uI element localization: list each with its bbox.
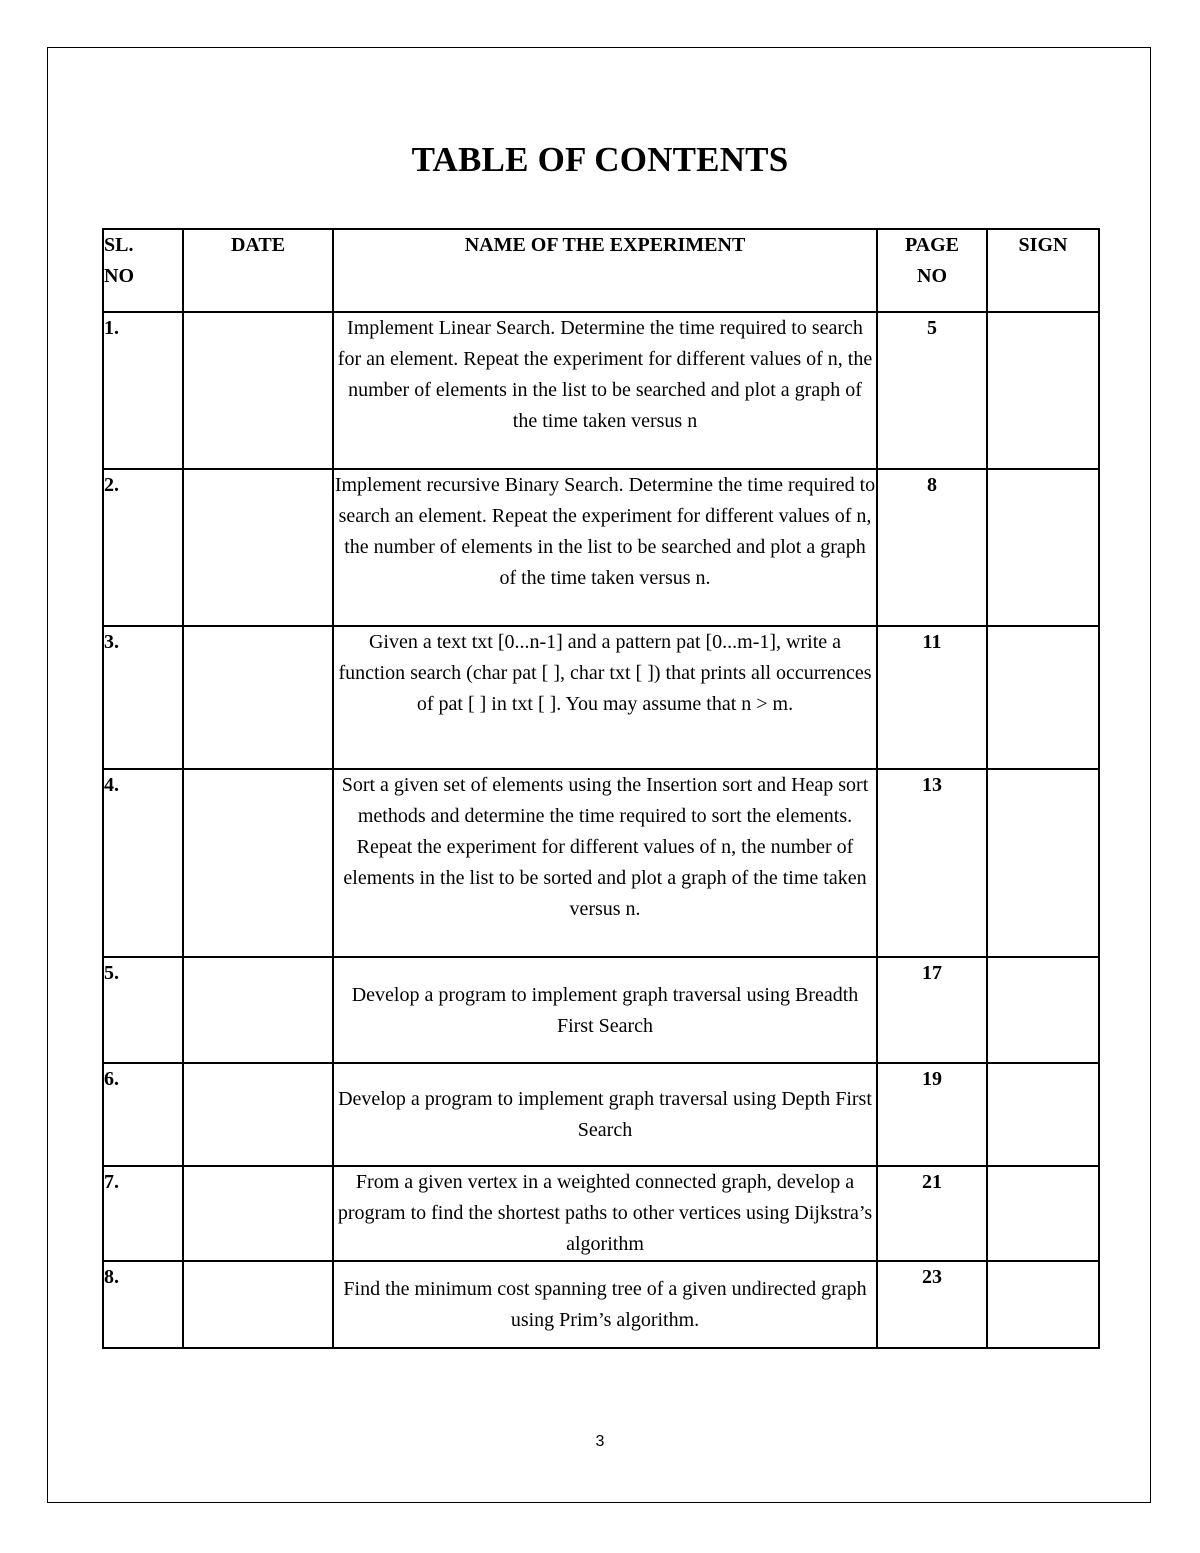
- row-sign: [987, 469, 1099, 626]
- page-number: 3: [595, 1433, 605, 1450]
- row-experiment-name: Implement Linear Search. Determine the time required to search for an element. Repeat the experiment for different values of n, the number of elements in the list to be searched and plot a graph of the time taken versus n: [333, 312, 877, 469]
- header-sign: SIGN: [987, 229, 1099, 312]
- table-row: [103, 1261, 1099, 1348]
- row-page-no: 17: [877, 957, 987, 1063]
- header-experiment-name: NAME OF THE EXPERIMENT: [333, 229, 877, 312]
- row-sign: [987, 312, 1099, 469]
- row-date: [183, 769, 333, 957]
- row-date: [183, 312, 333, 469]
- row-date: [183, 626, 333, 769]
- table-row: [103, 957, 1099, 1063]
- row-sl-no: 3.: [103, 626, 183, 769]
- row-sign: [987, 1063, 1099, 1166]
- table-row: [103, 1166, 1099, 1261]
- row-sl-no: 1.: [103, 312, 183, 469]
- table-row: [103, 769, 1099, 957]
- header-sl-no: SL. NO: [103, 229, 183, 312]
- row-experiment-name: Find the minimum cost spanning tree of a given undirected graph using Prim’s algorithm.: [333, 1261, 877, 1348]
- row-date: [183, 1261, 333, 1348]
- row-date: [183, 1063, 333, 1166]
- row-date: [183, 469, 333, 626]
- contents-table: [102, 228, 1100, 1349]
- table-row: [103, 312, 1099, 469]
- header-date: DATE: [183, 229, 333, 312]
- row-page-no: 5: [877, 312, 987, 469]
- row-page-no: 8: [877, 469, 987, 626]
- row-page-no: 11: [877, 626, 987, 769]
- row-experiment-name: Implement recursive Binary Search. Determine the time required to search an element. Repeat the experiment for different values of n, the number of elements in the list to be searched and plot a graph of the time taken versus n.: [333, 469, 877, 626]
- row-date: [183, 957, 333, 1063]
- row-sign: [987, 769, 1099, 957]
- row-sl-no: 4.: [103, 769, 183, 957]
- table-row: [103, 469, 1099, 626]
- row-sign: [987, 626, 1099, 769]
- row-experiment-name: Develop a program to implement graph traversal using Breadth First Search: [333, 957, 877, 1063]
- table-row: [103, 626, 1099, 769]
- row-page-no: 19: [877, 1063, 987, 1166]
- header-page-no: PAGE NO: [877, 229, 987, 312]
- row-experiment-name: Given a text txt [0...n-1] and a pattern pat [0...m-1], write a function search (char pat [ ], char txt [ ]) that prints all occurrences of pat [ ] in txt [ ]. You may assume that n > m.: [333, 626, 877, 769]
- table-header-row: [103, 229, 1099, 312]
- row-page-no: 23: [877, 1261, 987, 1348]
- page-title: TABLE OF CONTENTS: [411, 140, 789, 179]
- row-sl-no: 2.: [103, 469, 183, 626]
- row-experiment-name: Develop a program to implement graph traversal using Depth First Search: [333, 1063, 877, 1166]
- row-sign: [987, 957, 1099, 1063]
- row-sign: [987, 1166, 1099, 1261]
- row-page-no: 13: [877, 769, 987, 957]
- row-date: [183, 1166, 333, 1261]
- table-row: [103, 1063, 1099, 1166]
- row-sign: [987, 1261, 1099, 1348]
- row-sl-no: 6.: [103, 1063, 183, 1166]
- row-sl-no: 5.: [103, 957, 183, 1063]
- row-sl-no: 7.: [103, 1166, 183, 1261]
- row-page-no: 21: [877, 1166, 987, 1261]
- row-experiment-name: From a given vertex in a weighted connected graph, develop a program to find the shortest paths to other vertices using Dijkstra’s algorithm: [333, 1166, 877, 1261]
- row-sl-no: 8.: [103, 1261, 183, 1348]
- row-experiment-name: Sort a given set of elements using the Insertion sort and Heap sort methods and determine the time required to sort the elements. Repeat the experiment for different values of n, the number of elements in the list to be sorted and plot a graph of the time taken versus n.: [333, 769, 877, 957]
